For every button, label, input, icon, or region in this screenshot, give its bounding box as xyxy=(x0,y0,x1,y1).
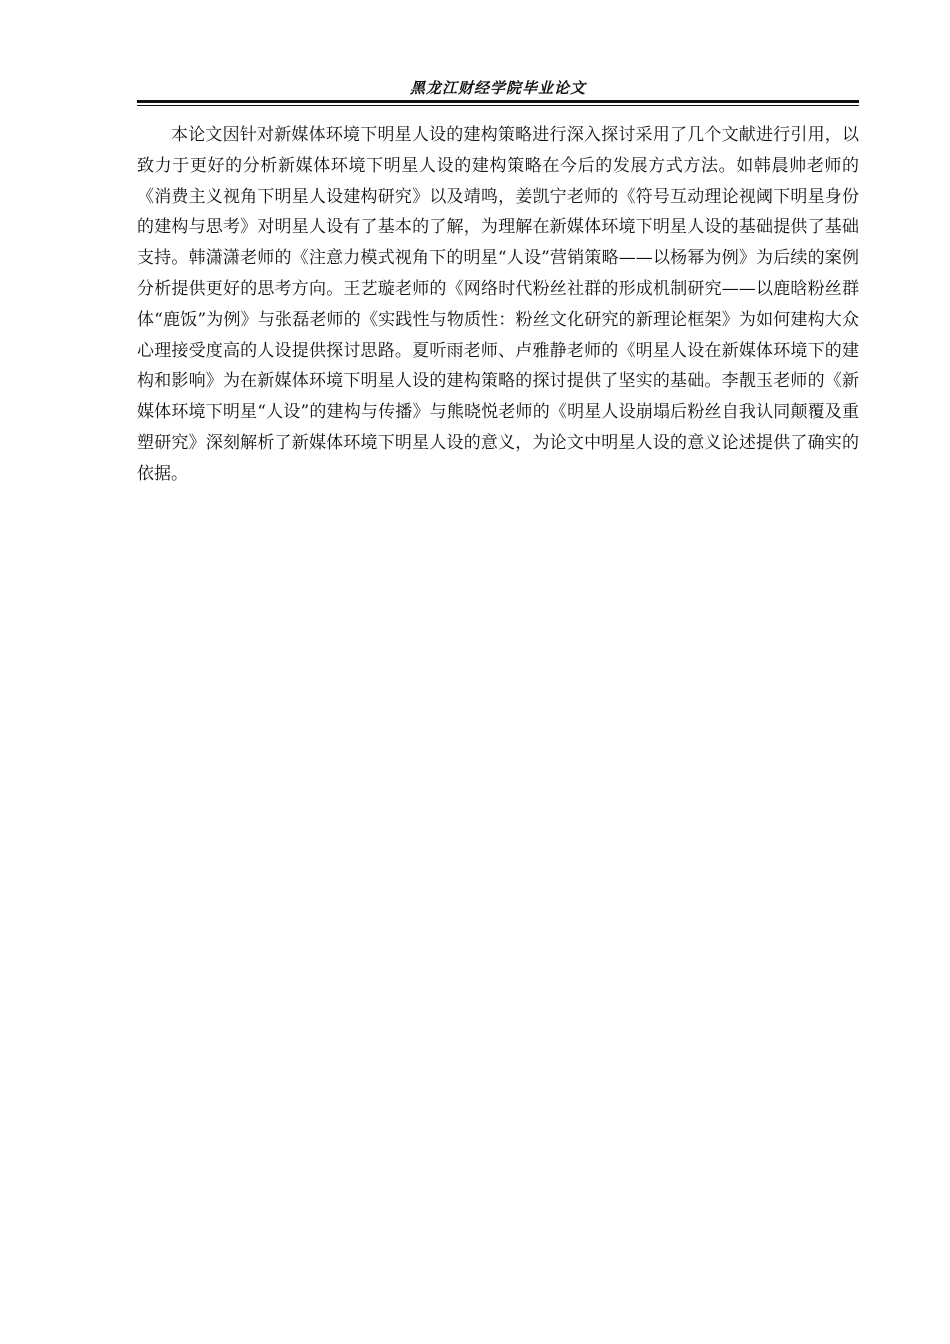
running-header: 黑龙江财经学院毕业论文 xyxy=(409,79,586,97)
header-rule-thin xyxy=(137,105,859,106)
body-paragraph: 本论文因针对新媒体环境下明星人设的建构策略进行深入探讨采用了几个文献进行引用，以致力于更好的分析新媒体环境下明星人设的建构策略在今后的发展方式方法。如韩晨帅老师的《消费主义视角下明星人设建构研究》以及靖鸣，姜凯宁老师的《符号互动理论视阈下明星身份的建构与思考》对明星人设有了基本的了解，为理解在新媒体环境下明星人设的基础提供了基础支持。韩潇潇老师的《注意力模式视角下的明星“人设”营销策略——以杨幂为例》为后续的案例分析提供更好的思考方向。王艺璇老师的《网络时代粉丝社群的形成机制研究——以鹿晗粉丝群体“鹿饭”为例》与张磊老师的《实践性与物质性：粉丝文化研究的新理论框架》为如何建构大众心理接受度高的人设提供探讨思路。夏听雨老师、卢雅静老师的《明星人设在新媒体环境下的建构和影响》为在新媒体环境下明星人设的建构策略的探讨提供了坚实的基础。李靓玉老师的《新媒体环境下明星“人设”的建构与传播》与熊晓悦老师的《明星人设崩塌后粉丝自我认同颠覆及重塑研究》深刻解析了新媒体环境下明星人设的意义，为论文中明星人设的意义论述提供了确实的依据。 xyxy=(137,125,859,484)
header-rule-thick xyxy=(137,100,859,103)
